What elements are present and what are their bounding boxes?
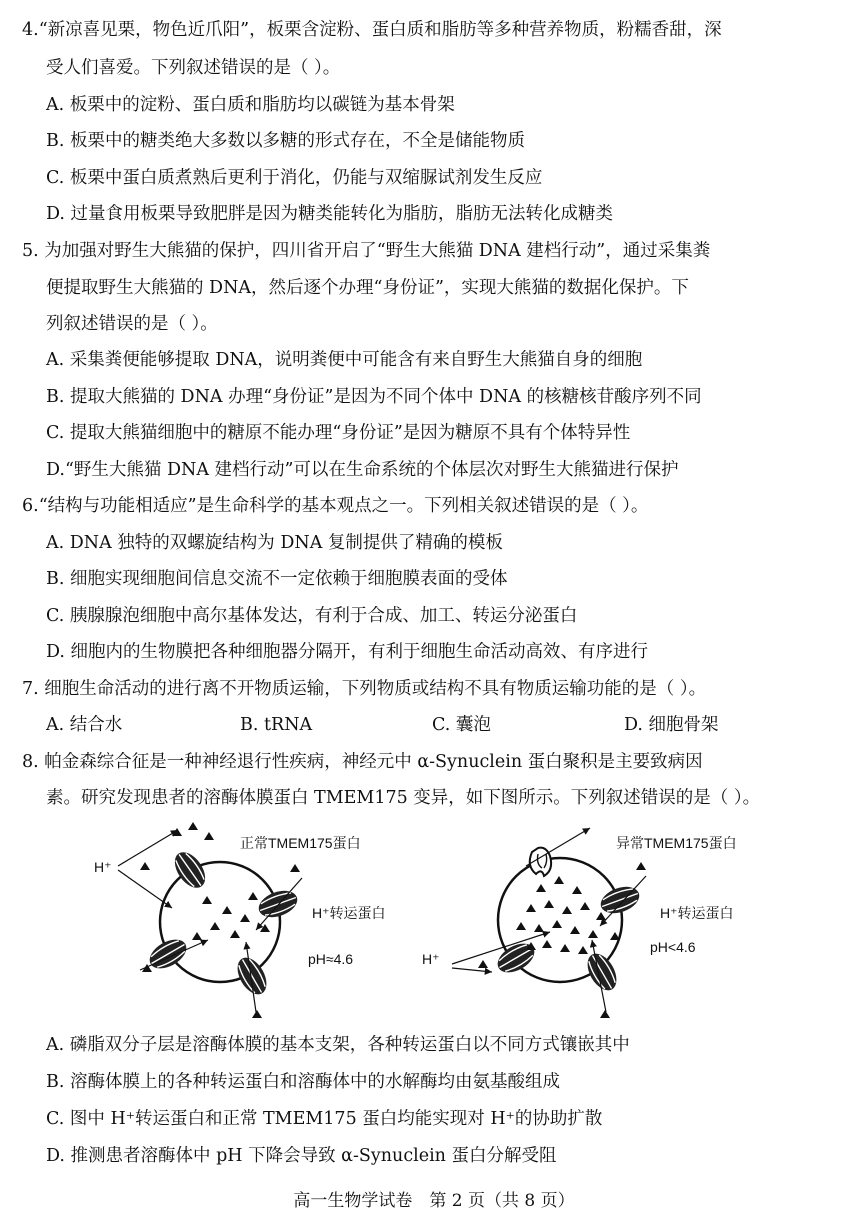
q8-option-d: D. 推测患者溶酶体中 pH 下降会导致 α-Synuclein 蛋白分解受阻 — [46, 1146, 557, 1166]
q6-option-c: C. 胰腺腺泡细胞中高尔基体发达，有利于合成、加工、转运分泌蛋白 — [46, 606, 578, 626]
q4-line-2: 受人们喜爱。下列叙述错误的是（ ）。 — [46, 58, 341, 78]
q4-option-d: D. 过量食用板栗导致肥胖是因为糖类能转化为脂肪，脂肪无法转化成糖类 — [46, 204, 614, 224]
q8-line-2: 素。研究发现患者的溶酶体膜蛋白 TMEM175 变异，如下图所示。下列叙述错误的是（ ）。 — [46, 788, 761, 808]
left-h-label: H⁺ — [94, 859, 112, 875]
left-ph-label: pH≈4.6 — [308, 951, 354, 967]
q8-option-b: B. 溶酶体膜上的各种转运蛋白和溶酶体中的水解酶均由氨基酸组成 — [46, 1072, 560, 1092]
q4-option-c: C. 板栗中蛋白质煮熟后更利于消化，仍能与双缩脲试剂发生反应 — [46, 168, 543, 188]
abnormal-lysosome — [422, 828, 737, 1018]
q5-option-a: A. 采集粪便能够提取 DNA，说明粪便中可能含有来自野生大熊猫自身的细胞 — [46, 350, 643, 370]
q7-option-b: B. tRNA — [240, 715, 313, 735]
normal-lysosome — [94, 822, 386, 1018]
q4-line-1: 4.“新凉喜见栗，物色近爪阳”，板栗含淀粉、蛋白质和脂肪等多种营养物质，粉糯香甜，深 — [22, 20, 722, 40]
lysosome-figure — [80, 822, 800, 1020]
q5-option-d: D.“野生大熊猫 DNA 建档行动”可以在生命系统的个体层次对野生大熊猫进行保护 — [46, 460, 679, 480]
q4-option-a: A. 板栗中的淀粉、蛋白质和脂肪均以碳链为基本骨架 — [46, 95, 455, 115]
q5-line-1: 5. 为加强对野生大熊猫的保护，四川省开启了“野生大熊猫 DNA 建档行动”，通过采集粪 — [22, 241, 711, 261]
q5-line-2: 便提取野生大熊猫的 DNA，然后逐个办理“身份证”，实现大熊猫的数据化保护。下 — [46, 278, 689, 298]
q8-line-1: 8. 帕金森综合征是一种神经退行性疾病，神经元中 α-Synuclein 蛋白聚积是主要致病因 — [22, 752, 703, 772]
right-transporter-label: H⁺转运蛋白 — [660, 905, 734, 921]
q8-option-a: A. 磷脂双分子层是溶酶体膜的基本支架，各种转运蛋白以不同方式镶嵌其中 — [46, 1035, 630, 1055]
q6-option-d: D. 细胞内的生物膜把各种细胞器分隔开，有利于细胞生命活动高效、有序进行 — [46, 642, 649, 662]
q7-option-c: C. 囊泡 — [432, 715, 491, 735]
q7-option-a: A. 结合水 — [46, 715, 123, 735]
left-transporter-label: H⁺转运蛋白 — [312, 905, 386, 921]
page-footer: 高一生物学试卷 第 2 页（共 8 页） — [293, 1191, 575, 1211]
q5-option-c: C. 提取大熊猫细胞中的糖原不能办理“身份证”是因为糖原不具有个体特异性 — [46, 423, 631, 443]
right-h-label: H⁺ — [422, 951, 440, 967]
q6-option-b: B. 细胞实现细胞间信息交流不一定依赖于细胞膜表面的受体 — [46, 569, 508, 589]
right-ph-label: pH<4.6 — [650, 939, 696, 955]
q7-line-1: 7. 细胞生命活动的进行离不开物质运输，下列物质或结构不具有物质运输功能的是（ ）。 — [22, 679, 707, 699]
q5-option-b: B. 提取大熊猫的 DNA 办理“身份证”是因为不同个体中 DNA 的核糖核苷酸序列不同 — [46, 387, 702, 407]
left-protein-label: 正常TMEM175蛋白 — [240, 835, 361, 851]
q6-option-a: A. DNA 独特的双螺旋结构为 DNA 复制提供了精确的模板 — [46, 533, 503, 553]
q4-option-b: B. 板栗中的糖类绝大多数以多糖的形式存在，不全是储能物质 — [46, 131, 525, 151]
q6-line-1: 6.“结构与功能相适应”是生命科学的基本观点之一。下列相关叙述错误的是（ ）。 — [22, 496, 649, 516]
q8-option-c: C. 图中 H⁺转运蛋白和正常 TMEM175 蛋白均能实现对 H⁺的协助扩散 — [46, 1109, 603, 1129]
q5-line-3: 列叙述错误的是（ ）。 — [46, 314, 218, 334]
right-protein-label: 异常TMEM175蛋白 — [616, 835, 737, 851]
q7-option-d: D. 细胞骨架 — [624, 715, 719, 735]
